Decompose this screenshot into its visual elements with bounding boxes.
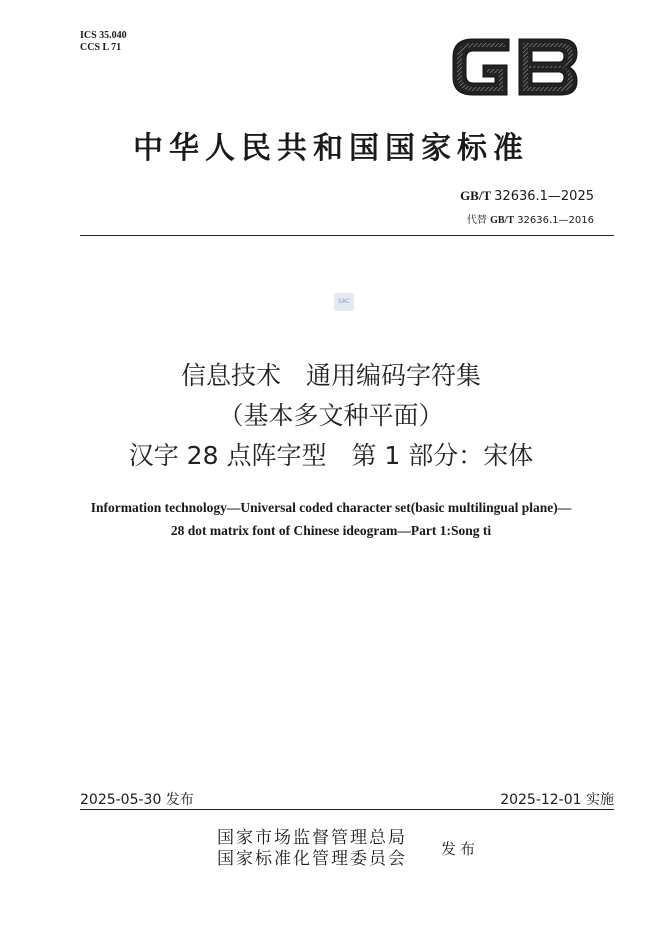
issuer-sac: 国家标准化管理委员会: [217, 849, 407, 869]
ccs-code: CCS L 71: [80, 42, 122, 53]
national-standard-title: 中华人民共和国国家标准: [133, 131, 529, 166]
footer-divider: [80, 809, 614, 810]
standard-number: [460, 188, 594, 204]
replaces-prefix: GB/T: [490, 215, 514, 226]
issuing-authorities: [217, 828, 407, 870]
title-cn-line2: （基本多文种平面）: [218, 401, 444, 430]
replaces-number: 32636.1—2016: [517, 215, 594, 226]
classification-codes: [80, 30, 127, 54]
issue-action: 发布: [441, 840, 480, 858]
title-cn-line3: 汉字 28 点阵字型 第 1 部分：宋体: [128, 441, 534, 470]
replaces-standard: [467, 211, 594, 226]
title-en-line2: 28 dot matrix font of Chinese ideogram—Part 1:Song ti: [170, 523, 492, 538]
sac-watermark-icon: SAC: [334, 293, 354, 311]
replaces-label: 代替: [466, 215, 487, 226]
standard-number-value: 32636.1—2025: [494, 189, 594, 204]
title-en-line1: Information technology—Universal coded character set(basic multilingual plane)—: [90, 500, 572, 515]
publish-date: 2025-05-30 发布: [80, 792, 194, 808]
title-cn-line1: 信息技术 通用编码字符集: [180, 361, 481, 390]
ics-code: ICS 35.040: [80, 30, 127, 41]
issuer-samr: 国家市场监督管理总局: [217, 828, 407, 848]
implement-date: 2025-12-01 实施: [500, 792, 614, 808]
standard-prefix: GB/T: [460, 188, 491, 203]
gb-logo-icon: [449, 33, 581, 101]
header-divider: [80, 235, 614, 236]
